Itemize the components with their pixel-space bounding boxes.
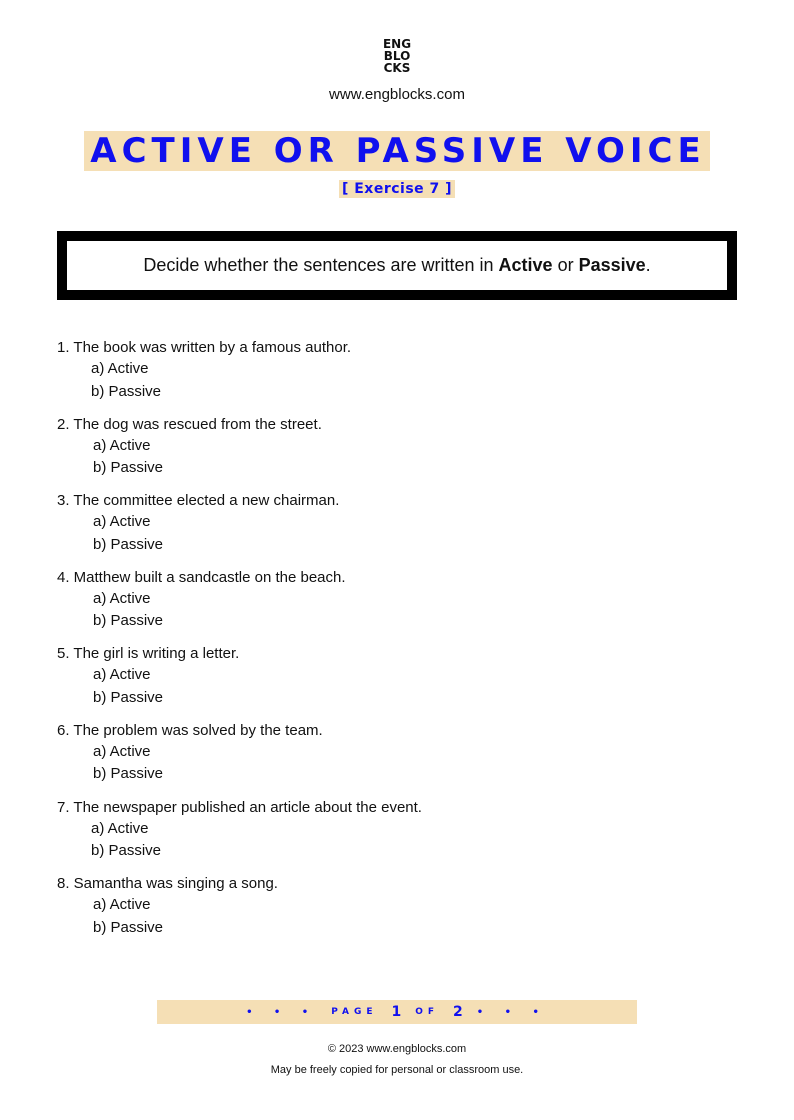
question-text: 3. The committee elected a new chairman. <box>57 492 340 510</box>
of-label: OF <box>415 1007 440 1017</box>
question-3 <box>57 491 737 568</box>
option-b[interactable]: b) Passive <box>93 918 164 936</box>
question-text: 7. The newspaper published an article about the event. <box>57 798 422 816</box>
question-1 <box>57 338 737 415</box>
option-b[interactable]: b) Passive <box>93 765 164 783</box>
option-b[interactable]: b) Passive <box>91 842 162 860</box>
question-6 <box>57 721 737 798</box>
question-text: 6. The problem was solved by the team. <box>57 721 323 739</box>
question-4 <box>57 568 737 645</box>
instruction-after: . <box>645 255 651 275</box>
instruction-middle: or <box>552 255 579 275</box>
question-text: 5. The girl is writing a letter. <box>57 645 240 663</box>
option-a[interactable]: a) Active <box>91 360 149 377</box>
option-b[interactable]: b) Passive <box>93 535 164 553</box>
instruction-before: Decide whether the sentences are written in <box>143 255 499 275</box>
question-text: 8. Samantha was singing a song. <box>57 875 278 893</box>
option-b[interactable]: b) Passive <box>91 382 162 400</box>
page-indicator <box>157 1000 637 1024</box>
option-b[interactable]: b) Passive <box>93 459 164 477</box>
question-text: 4. Matthew built a sandcastle on the beach. <box>57 568 346 586</box>
instruction-passive-word: Passive <box>578 255 646 275</box>
copyright-text: © 2023 www.engblocks.com <box>327 1043 467 1055</box>
instruction-active-word: Active <box>498 255 553 275</box>
option-a[interactable]: a) Active <box>93 436 151 454</box>
total-pages: 2 <box>453 1004 463 1020</box>
question-text: 1. The book was written by a famous author. <box>57 339 352 356</box>
option-a[interactable]: a) Active <box>93 742 151 760</box>
question-8 <box>57 874 737 951</box>
option-a[interactable]: a) Active <box>93 589 151 607</box>
question-5 <box>57 644 737 721</box>
exercise-label: [ Exercise 7 ] <box>339 180 455 198</box>
option-a[interactable]: a) Active <box>93 513 151 531</box>
question-list <box>57 338 737 951</box>
option-b[interactable]: b) Passive <box>93 688 164 706</box>
option-a[interactable]: a) Active <box>93 896 151 914</box>
instruction-text <box>143 255 650 276</box>
question-text: 2. The dog was rescued from the street. <box>57 415 322 433</box>
license-text: May be freely copied for personal or classroom use. <box>270 1064 524 1076</box>
engblocks-logo <box>0 38 794 74</box>
logo-line-1: ENG <box>382 37 412 51</box>
option-a[interactable]: a) Active <box>93 666 151 684</box>
dots-left: • • • <box>246 1006 318 1018</box>
question-2 <box>57 415 737 492</box>
logo-line-3: CKS <box>383 61 411 75</box>
current-page: 1 <box>391 1004 402 1020</box>
page-label: PAGE <box>331 1007 378 1017</box>
site-url[interactable]: www.engblocks.com <box>329 86 465 103</box>
page-title: ACTIVE OR PASSIVE VOICE <box>84 131 709 171</box>
instruction-box <box>57 231 737 300</box>
option-a[interactable]: a) Active <box>91 819 149 837</box>
logo-line-2: BLO <box>383 49 411 63</box>
dots-right: • • • <box>476 1006 548 1018</box>
question-7 <box>57 798 737 875</box>
option-b[interactable]: b) Passive <box>93 612 164 630</box>
